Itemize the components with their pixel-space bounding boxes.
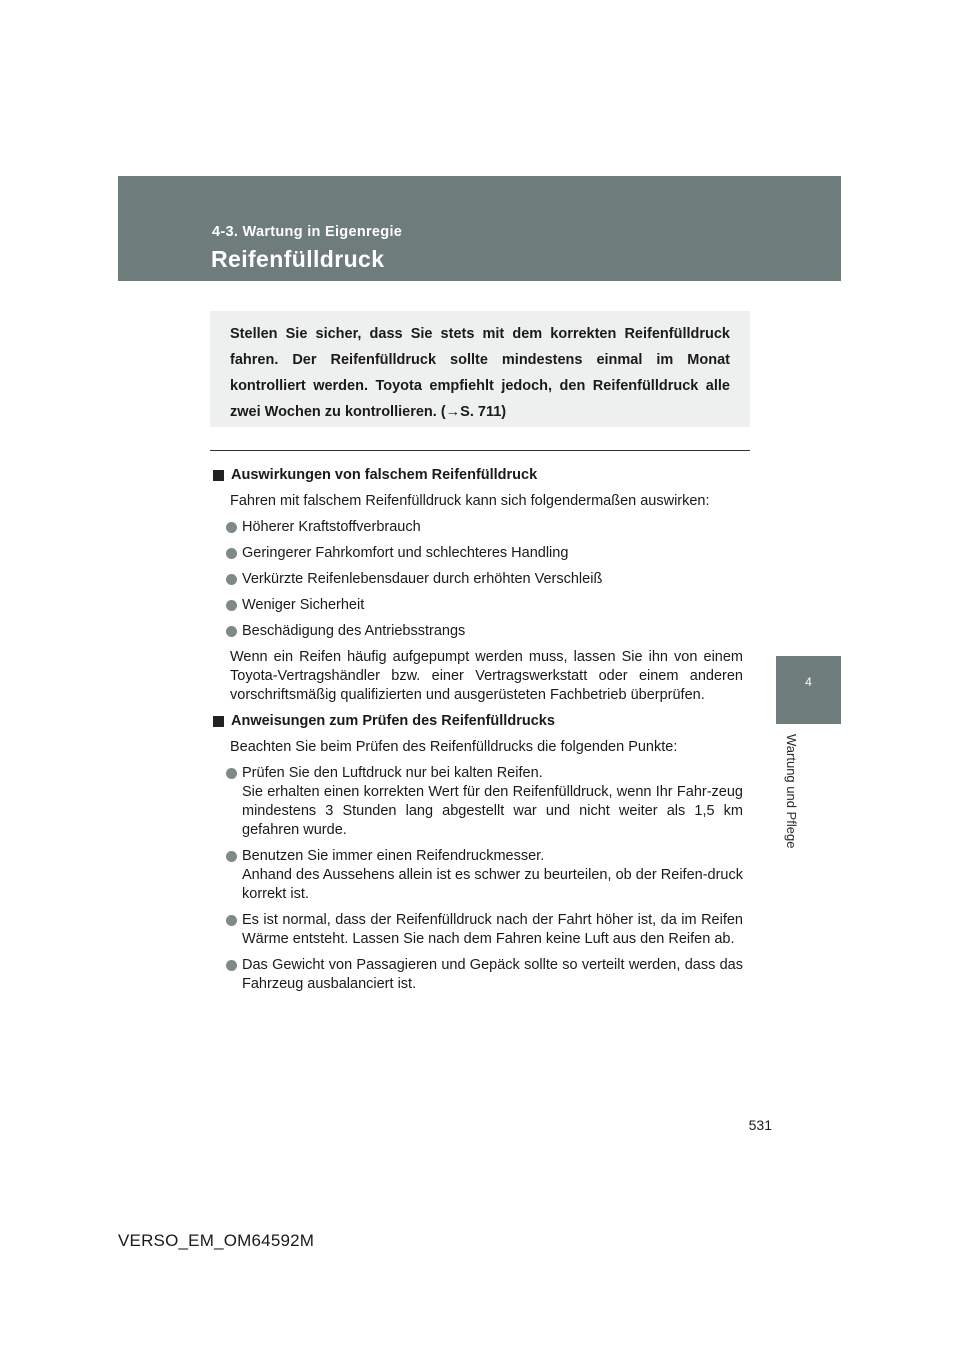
list-item	[213, 518, 743, 537]
document-code: VERSO_EM_OM64592M	[118, 1231, 315, 1250]
list-item-title: Benutzen Sie immer einen Reifendruckmesser.	[242, 848, 545, 864]
list-item-title: Es ist normal, dass der Reifenfülldruck nach der Fahrt höher ist, da im Reifen Wärme entsteht. Lassen Sie nach dem Fahren keine Luft aus den Reifen ab.	[242, 912, 743, 947]
round-bullet-icon	[226, 600, 237, 611]
section-heading-text: Auswirkungen von falschem Reifenfülldruck	[231, 467, 538, 483]
chapter-tab-number: 4	[805, 675, 812, 689]
list-item-text: Geringerer Fahrkomfort und schlechteres Handling	[242, 545, 569, 561]
list-item-title: Das Gewicht von Passagieren und Gepäck sollte so verteilt werden, dass das Fahrzeug ausbalanciert ist.	[242, 957, 743, 992]
section-closing: Wenn ein Reifen häufig aufgepumpt werden muss, lassen Sie ihn von einem Toyota-Vertragshändler bzw. einer Vertragswerkstatt oder einem anderen vorschriftsmäßig qualifizierten und ausgerüsteten Fachbetrieb überprüfen.	[230, 649, 743, 703]
section-label: 4-3. Wartung in Eigenregie	[212, 224, 403, 240]
section-lead: Fahren mit falschem Reifenfülldruck kann sich folgendermaßen auswirken:	[230, 493, 710, 509]
square-bullet-icon	[213, 470, 224, 481]
list-item	[213, 544, 743, 563]
intro-box	[210, 311, 750, 427]
round-bullet-icon	[226, 768, 237, 779]
page-number: 531	[748, 1117, 772, 1133]
list-item-detail: Sie erhalten einen korrekten Wert für den Reifenfülldruck, wenn Ihr Fahr-zeug mindestens 3 Stunden lang abgestellt war und nicht weiter als 1,5 km gefahren wurde.	[242, 784, 743, 838]
round-bullet-icon	[226, 851, 237, 862]
list-item	[213, 570, 743, 589]
round-bullet-icon	[226, 626, 237, 637]
list-item-text: Beschädigung des Antriebsstrangs	[242, 623, 466, 639]
list-item-text: Weniger Sicherheit	[242, 597, 365, 613]
section-lead: Beachten Sie beim Prüfen des Reifenfülldrucks die folgenden Punkte:	[230, 739, 678, 755]
round-bullet-icon	[226, 960, 237, 971]
square-bullet-icon	[213, 716, 224, 727]
list-item	[213, 911, 743, 949]
divider-rule	[210, 450, 750, 451]
chapter-tab	[776, 656, 841, 724]
page-title: Reifenfülldruck	[211, 246, 385, 272]
list-item-text: Höherer Kraftstoffverbrauch	[242, 519, 421, 535]
list-item	[213, 847, 743, 904]
round-bullet-icon	[226, 915, 237, 926]
list-item	[213, 764, 743, 840]
round-bullet-icon	[226, 522, 237, 533]
list-item-detail: Anhand des Aussehens allein ist es schwer zu beurteilen, ob der Reifen-druck korrekt ist.	[242, 867, 743, 902]
main-content	[213, 466, 743, 994]
list-item-text: Verkürzte Reifenlebensdauer durch erhöhten Verschleiß	[242, 571, 603, 587]
header-band	[118, 176, 841, 281]
intro-text: Stellen Sie sicher, dass Sie stets mit dem korrekten Reifenfülldruck fahren. Der Reifenfülldruck sollte mindestens einmal im Monat kontrolliert werden. Toyota empfiehlt jedoch, den Reifenfülldruck alle zwei Wochen zu kontrollieren. (→S. 711)	[230, 326, 730, 420]
list-item	[213, 622, 743, 641]
list-item	[213, 956, 743, 994]
list-item-title: Prüfen Sie den Luftdruck nur bei kalten Reifen.	[242, 765, 543, 781]
round-bullet-icon	[226, 574, 237, 585]
chapter-title-vertical: Wartung und Pflege	[784, 734, 799, 849]
list-item	[213, 596, 743, 615]
section-heading	[213, 466, 743, 485]
section-heading-text: Anweisungen zum Prüfen des Reifenfülldrucks	[231, 713, 555, 729]
round-bullet-icon	[226, 548, 237, 559]
section-heading	[213, 712, 743, 731]
